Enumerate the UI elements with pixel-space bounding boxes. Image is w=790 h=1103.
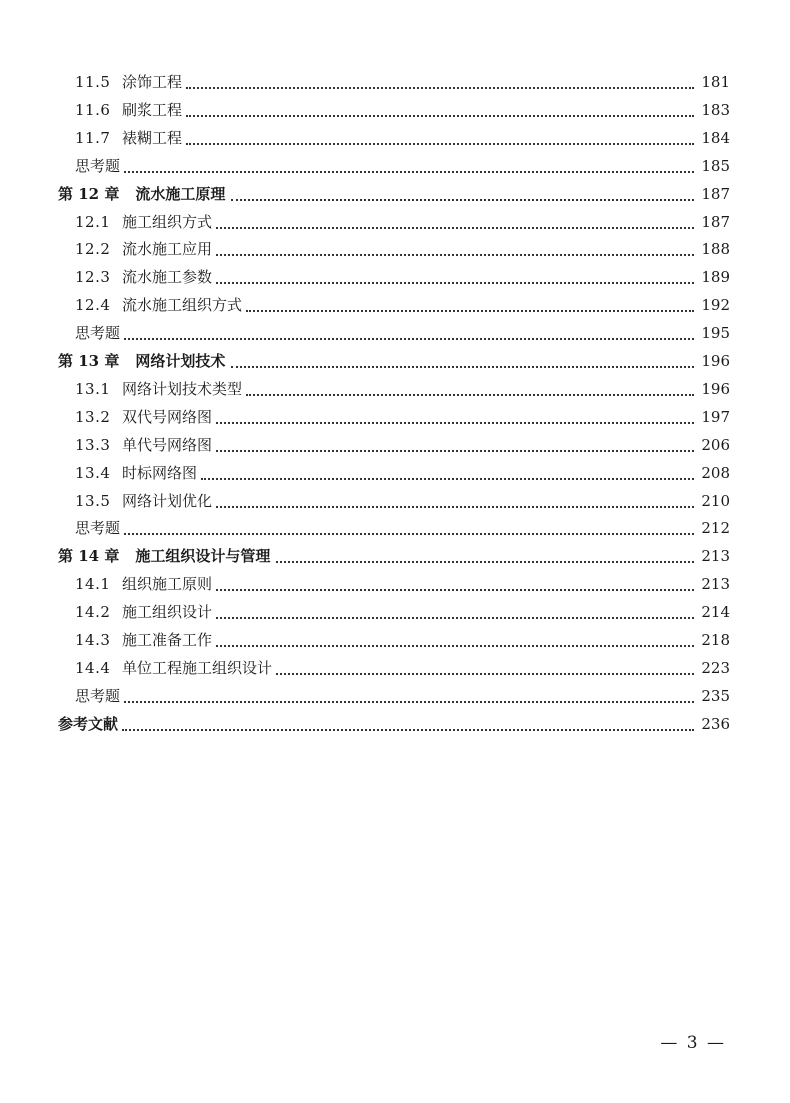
toc-entry-label bbox=[75, 235, 214, 263]
toc-section-row bbox=[0, 459, 790, 487]
chapter-title: 施工组织设计与管理 bbox=[135, 542, 274, 570]
page-number: 218 bbox=[697, 626, 730, 654]
section-title: 单代号网络图 bbox=[122, 431, 214, 459]
toc-questions-row bbox=[0, 682, 790, 710]
questions-title: 思考题 bbox=[75, 682, 122, 710]
toc-entry-label bbox=[75, 375, 244, 403]
page-number: 213 bbox=[697, 570, 730, 598]
dot-leader bbox=[216, 227, 694, 229]
toc-entry-label bbox=[75, 598, 214, 626]
page-number: 195 bbox=[697, 319, 730, 347]
toc-chapter-row bbox=[0, 542, 790, 570]
section-title: 网络计划优化 bbox=[122, 487, 214, 515]
toc-chapter-row bbox=[0, 347, 790, 375]
toc-entry-label bbox=[58, 180, 229, 208]
section-title: 施工组织设计 bbox=[122, 598, 214, 626]
toc-section-row bbox=[0, 263, 790, 291]
dot-leader bbox=[216, 422, 694, 424]
dot-leader bbox=[201, 478, 694, 480]
section-number: 11.5 bbox=[75, 73, 111, 91]
toc-entry-label bbox=[75, 403, 214, 431]
toc-entry-label bbox=[75, 570, 214, 598]
toc-entry-label bbox=[58, 542, 274, 570]
toc-section-row bbox=[0, 208, 790, 236]
section-title: 双代号网络图 bbox=[122, 403, 214, 431]
section-title: 裱糊工程 bbox=[122, 124, 184, 152]
dot-leader bbox=[246, 394, 694, 396]
chapter-number: 第 13 章 bbox=[58, 352, 120, 370]
section-number: 12.3 bbox=[75, 268, 111, 287]
dot-leader bbox=[276, 673, 694, 675]
toc-entry-label bbox=[75, 682, 122, 710]
section-number: 14.1 bbox=[75, 575, 111, 594]
page-number: 208 bbox=[697, 459, 730, 487]
toc-entry-label bbox=[75, 124, 184, 152]
toc-section-row bbox=[0, 124, 790, 152]
toc-section-row bbox=[0, 291, 790, 319]
section-number: 12.1 bbox=[75, 212, 111, 231]
section-title: 涂饰工程 bbox=[122, 68, 184, 96]
section-title: 流水施工应用 bbox=[122, 235, 214, 263]
page-number: 197 bbox=[697, 403, 730, 431]
chapter-title: 流水施工原理 bbox=[135, 180, 229, 208]
section-number: 13.5 bbox=[75, 491, 111, 510]
toc-entry-label bbox=[75, 208, 214, 236]
dot-leader bbox=[122, 729, 694, 731]
section-title: 施工组织方式 bbox=[122, 208, 214, 236]
toc-section-row bbox=[0, 487, 790, 515]
toc-entry-label bbox=[75, 514, 122, 542]
dot-leader bbox=[216, 506, 694, 508]
dot-leader bbox=[216, 645, 694, 647]
dot-leader bbox=[124, 533, 694, 535]
section-number: 12.2 bbox=[75, 240, 111, 259]
references-title: 参考文献 bbox=[58, 710, 120, 738]
toc-questions-row bbox=[0, 514, 790, 542]
toc-section-row bbox=[0, 570, 790, 598]
chapter-number: 第 12 章 bbox=[58, 184, 120, 203]
dot-leader bbox=[186, 115, 694, 117]
page-number: 196 bbox=[697, 347, 730, 375]
dot-leader bbox=[124, 701, 694, 703]
section-title: 网络计划技术类型 bbox=[122, 375, 244, 403]
page-number: 223 bbox=[697, 654, 730, 682]
page-number: 192 bbox=[697, 291, 730, 319]
section-number: 14.3 bbox=[75, 631, 111, 649]
toc-entry-label bbox=[75, 487, 214, 515]
page-number: 210 bbox=[697, 487, 730, 515]
page-number: 187 bbox=[697, 180, 730, 208]
page-number: 183 bbox=[697, 96, 730, 124]
dot-leader bbox=[276, 561, 694, 563]
section-title: 组织施工原则 bbox=[122, 570, 214, 598]
toc-chapter-row bbox=[0, 180, 790, 208]
dot-leader bbox=[186, 143, 694, 145]
section-number: 13.1 bbox=[75, 379, 111, 398]
section-number: 13.3 bbox=[75, 435, 111, 454]
section-number: 13.2 bbox=[75, 407, 111, 426]
page-number: 185 bbox=[697, 152, 730, 180]
dot-leader bbox=[216, 450, 694, 452]
toc-section-row bbox=[0, 403, 790, 431]
toc-questions-row bbox=[0, 152, 790, 180]
page-number: 181 bbox=[697, 68, 730, 96]
toc-entry-label bbox=[75, 152, 122, 180]
dot-leader bbox=[216, 254, 694, 256]
dot-leader bbox=[246, 310, 694, 312]
dot-leader bbox=[124, 171, 694, 173]
page-number: 184 bbox=[697, 124, 730, 152]
section-title: 流水施工参数 bbox=[122, 263, 214, 291]
toc-entry-label bbox=[58, 347, 229, 375]
dot-leader bbox=[231, 199, 694, 201]
page-footer-number: — 3 — bbox=[660, 1033, 726, 1053]
questions-title: 思考题 bbox=[75, 514, 122, 542]
toc-section-row bbox=[0, 68, 790, 96]
questions-title: 思考题 bbox=[75, 319, 122, 347]
toc-section-row bbox=[0, 375, 790, 403]
section-title: 施工准备工作 bbox=[122, 626, 214, 654]
page-number: 214 bbox=[697, 598, 730, 626]
toc-section-row bbox=[0, 626, 790, 654]
page-number: 236 bbox=[697, 710, 730, 738]
section-title: 流水施工组织方式 bbox=[122, 291, 244, 319]
page-number: 188 bbox=[697, 235, 730, 263]
page-number: 187 bbox=[697, 208, 730, 236]
toc-section-row bbox=[0, 431, 790, 459]
toc-entry-label bbox=[75, 263, 214, 291]
toc-entry-label bbox=[58, 710, 120, 738]
section-title: 刷浆工程 bbox=[122, 96, 184, 124]
section-number: 11.6 bbox=[75, 100, 111, 119]
dot-leader bbox=[231, 366, 694, 368]
toc-section-row bbox=[0, 598, 790, 626]
page-number: 196 bbox=[697, 375, 730, 403]
page-number: 213 bbox=[697, 542, 730, 570]
toc-section-row bbox=[0, 654, 790, 682]
dot-leader bbox=[216, 589, 694, 591]
questions-title: 思考题 bbox=[75, 152, 122, 180]
toc-entry-label bbox=[75, 431, 214, 459]
dot-leader bbox=[216, 617, 694, 619]
section-number: 14.4 bbox=[75, 658, 111, 677]
page-number: 206 bbox=[697, 431, 730, 459]
chapter-number: 第 14 章 bbox=[58, 547, 120, 566]
page-number: 235 bbox=[697, 682, 730, 710]
section-number: 11.7 bbox=[75, 128, 111, 147]
chapter-title: 网络计划技术 bbox=[135, 347, 229, 375]
toc-entry-label bbox=[75, 319, 122, 347]
section-number: 14.2 bbox=[75, 603, 111, 622]
page-number: 212 bbox=[697, 514, 730, 542]
toc-entry-label bbox=[75, 626, 214, 654]
section-title: 时标网络图 bbox=[122, 459, 199, 487]
toc-section-row bbox=[0, 235, 790, 263]
toc-questions-row bbox=[0, 319, 790, 347]
toc-entry-label bbox=[75, 291, 244, 319]
toc-entry-label bbox=[75, 654, 274, 682]
section-number: 12.4 bbox=[75, 296, 111, 315]
page-number: 189 bbox=[697, 263, 730, 291]
dot-leader bbox=[186, 87, 694, 89]
toc-entry-label bbox=[75, 68, 184, 96]
dot-leader bbox=[216, 282, 694, 284]
dot-leader bbox=[124, 338, 694, 340]
toc-section-row bbox=[0, 96, 790, 124]
toc-references-row bbox=[0, 710, 790, 738]
section-title: 单位工程施工组织设计 bbox=[122, 654, 274, 682]
section-number: 13.4 bbox=[75, 463, 111, 482]
toc-entry-label bbox=[75, 459, 199, 487]
toc-entry-label bbox=[75, 96, 184, 124]
